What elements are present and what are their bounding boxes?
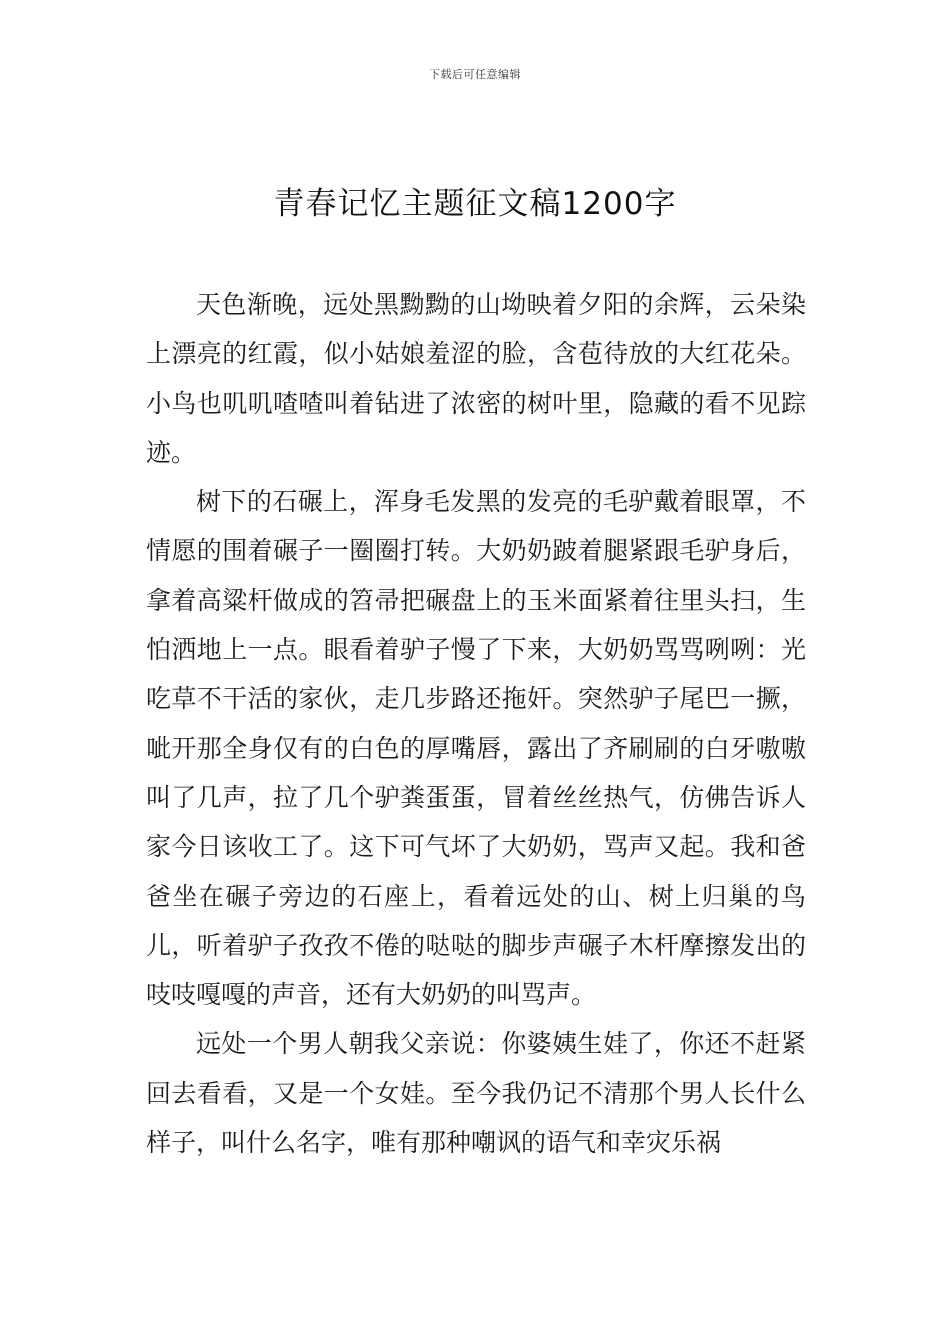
header-note: 下载后可任意编辑 [429,68,521,81]
paragraph: 树下的石碾上，浑身毛发黑的发亮的毛驴戴着眼罩，不情愿的围着碾子一圈圈打转。大奶奶跛着腿紧跟毛驴身后，拿着高粱杆做成的笤帚把碾盘上的玉米面紧着往里头扫，生怕洒地上一点。眼看着驴子慢了下来，大奶奶骂骂咧咧：光吃草不干活的家伙，走几步路还拖奸。突然驴子尾巴一撅，呲开那全身仅有的白色的厚嘴唇，露出了齐刷刷的白牙嗷嗷叫了几声，拉了几个驴粪蛋蛋，冒着丝丝热气，仿佛告诉人家今日该收工了。这下可气坏了大奶奶，骂声又起。我和爸爸坐在碾子旁边的石座上，看着远处的山、树上归巢的鸟儿，听着驴子孜孜不倦的哒哒的脚步声碾子木杆摩擦发出的吱吱嘎嘎的声音，还有大奶奶的叫骂声。 [146,487,806,1010]
document-body [146,280,806,1167]
paragraph: 远处一个男人朝我父亲说：你婆姨生娃了，你还不赶紧回去看看，又是一个女娃。至今我仍记不清那个男人长什么样子，叫什么名字，唯有那种嘲讽的语气和幸灾乐祸 [146,1029,806,1158]
paragraph: 天色渐晚，远处黑黝黝的山坳映着夕阳的余辉，云朵染上漂亮的红霞，似小姑娘羞涩的脸，含苞待放的大红花朵。小鸟也叽叽喳喳叫着钻进了浓密的树叶里，隐藏的看不见踪迹。 [146,290,806,467]
document-title: 青春记忆主题征文稿1200字 [273,186,677,222]
